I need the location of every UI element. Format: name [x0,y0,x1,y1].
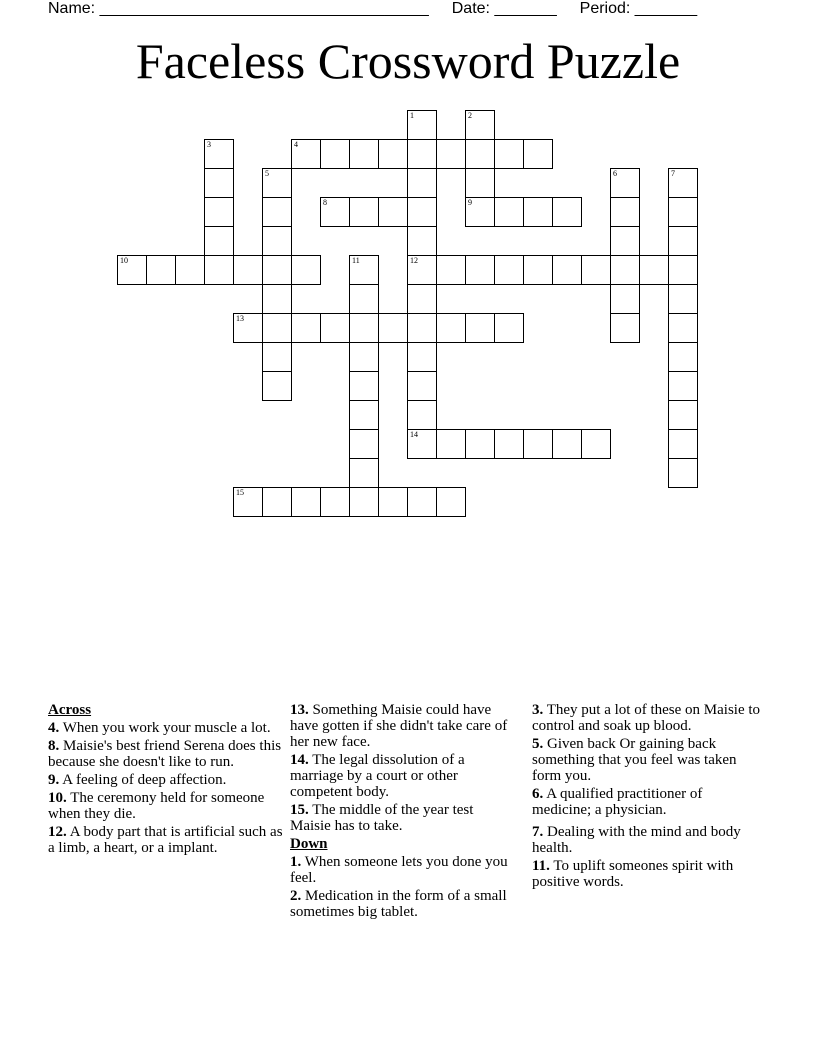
grid-cell[interactable] [668,458,698,488]
grid-cell[interactable] [291,313,321,343]
grid-cell[interactable] [349,342,379,372]
clue-number: 14 [410,430,418,439]
grid-cell[interactable] [465,313,495,343]
grid-cell[interactable] [494,313,524,343]
clue-across-15: 15. The middle of the year test Maisie has to take. [290,802,474,834]
grid-cell[interactable] [204,139,234,169]
name-field[interactable]: _____________________________________ [99,0,429,17]
grid-cell[interactable] [378,313,408,343]
grid-cell[interactable] [668,400,698,430]
grid-cell[interactable] [436,429,466,459]
clues-column-1 [48,702,288,858]
grid-cell[interactable] [262,255,292,285]
grid-cell[interactable] [494,255,524,285]
date-label: Date: [451,0,490,17]
down-heading: Down [290,836,328,852]
clue-across-12: 12. A body part that is artificial such as a limb, a heart, or a implant. [48,824,283,856]
grid-cell[interactable] [639,255,669,285]
grid-cell[interactable] [494,197,524,227]
grid-cell[interactable] [523,139,553,169]
clue-number: 3 [207,140,211,149]
grid-cell[interactable] [349,284,379,314]
clue-number: 6 [613,169,617,178]
grid-cell[interactable] [436,487,466,517]
clue-down-5: 5. Given back Or gaining back something that you feel was taken form you. [532,736,737,784]
page-title: Faceless Crossword Puzzle [135,33,681,89]
grid-cell[interactable] [436,255,466,285]
clue-number: 4 [294,140,298,149]
grid-cell[interactable] [610,255,640,285]
grid-cell[interactable] [465,255,495,285]
grid-cell[interactable] [407,139,437,169]
grid-cell[interactable] [610,197,640,227]
grid-cell[interactable] [668,429,698,459]
grid-cell[interactable] [407,226,437,256]
across-heading: Across [48,702,92,718]
grid-cell[interactable] [407,487,437,517]
grid-cell[interactable] [668,342,698,372]
grid-cell[interactable] [523,197,553,227]
grid-cell[interactable] [668,226,698,256]
grid-cell[interactable] [349,400,379,430]
grid-cell[interactable] [407,342,437,372]
grid-cell[interactable] [349,487,379,517]
clue-down-2: 2. Medication in the form of a small sometimes big tablet. [290,888,507,920]
period-field[interactable]: _______ [634,0,698,17]
grid-cell[interactable] [407,313,437,343]
grid-cell[interactable] [668,197,698,227]
clue-across-13: 13. Something Maisie could have have gotten if she didn't take care of her new face. [290,702,508,750]
grid-cell[interactable] [349,458,379,488]
grid-cell[interactable] [465,429,495,459]
grid-cell[interactable] [320,313,350,343]
grid-cell[interactable] [262,197,292,227]
grid-cell[interactable] [320,139,350,169]
period-label: Period: [579,0,631,17]
grid-cell[interactable] [610,313,640,343]
grid-cell[interactable] [262,226,292,256]
name-label: Name: [48,0,96,17]
grid-cell[interactable] [204,255,234,285]
grid-cell[interactable] [291,139,321,169]
clue-across-9: 9. A feeling of deep affection. [48,772,227,788]
grid-cell[interactable] [204,168,234,198]
grid-cell[interactable] [465,197,495,227]
grid-cell[interactable] [407,400,437,430]
grid-cell[interactable] [262,168,292,198]
grid-cell[interactable] [262,487,292,517]
grid-cell[interactable] [465,110,495,140]
clue-across-14: 14. The legal dissolution of a marriage by a court or other competent body. [290,752,465,800]
grid-cell[interactable] [668,168,698,198]
grid-cell[interactable] [581,429,611,459]
grid-cell[interactable] [204,226,234,256]
clue-number: 7 [671,169,675,178]
grid-cell[interactable] [407,110,437,140]
grid-cell[interactable] [378,139,408,169]
grid-cell[interactable] [349,139,379,169]
grid-cell[interactable] [610,226,640,256]
grid-cell[interactable] [407,168,437,198]
grid-cell[interactable] [349,255,379,285]
grid-cell[interactable] [668,313,698,343]
clue-number: 13 [236,314,244,323]
grid-cell[interactable] [610,284,640,314]
grid-cell[interactable] [436,139,466,169]
clue-down-11: 11. To uplift someones spirit with positive words. [532,858,734,890]
grid-cell[interactable] [552,255,582,285]
grid-cell[interactable] [407,371,437,401]
clues-column-3 [532,702,762,892]
clues-column-2 [290,702,512,922]
date-field[interactable]: _______ [494,0,557,17]
grid-cell[interactable] [407,197,437,227]
grid-cell[interactable] [233,313,263,343]
grid-cell[interactable] [146,255,176,285]
grid-cell[interactable] [465,168,495,198]
grid-cell[interactable] [175,255,205,285]
clue-down-7: 7. Dealing with the mind and body health. [532,824,741,856]
clue-across-4: 4. When you work your muscle a lot. [48,720,271,736]
grid-cell[interactable] [581,255,611,285]
grid-cell[interactable] [262,371,292,401]
grid-cell[interactable] [552,429,582,459]
clue-number: 10 [120,256,128,265]
grid-cell[interactable] [465,139,495,169]
grid-cell[interactable] [291,487,321,517]
grid-cell[interactable] [320,487,350,517]
clue-number: 1 [410,111,414,120]
grid-cell[interactable] [407,429,437,459]
grid-cell[interactable] [117,255,147,285]
grid-cell[interactable] [436,313,466,343]
clue-down-6: 6. A qualified practitioner of medicine; a physician. [532,786,703,818]
grid-cell[interactable] [407,284,437,314]
grid-cell[interactable] [552,197,582,227]
clue-number: 9 [468,198,472,207]
grid-cell[interactable] [233,255,263,285]
clue-down-3: 3. They put a lot of these on Maisie to control and soak up blood. [532,702,761,734]
grid-cell[interactable] [610,168,640,198]
grid-cell[interactable] [291,255,321,285]
grid-cell[interactable] [668,255,698,285]
grid-cell[interactable] [378,487,408,517]
clue-across-10: 10. The ceremony held for someone when they die. [48,790,265,822]
grid-cell[interactable] [494,139,524,169]
grid-cell[interactable] [262,284,292,314]
clue-number: 11 [352,256,360,265]
clue-down-1: 1. When someone lets you done you feel. [290,854,508,886]
grid-cell[interactable] [349,197,379,227]
grid-cell[interactable] [407,255,437,285]
clue-number: 8 [323,198,327,207]
grid-cell[interactable] [349,371,379,401]
grid-cell[interactable] [378,197,408,227]
grid-cell[interactable] [668,371,698,401]
grid-cell[interactable] [668,284,698,314]
grid-cell[interactable] [233,487,263,517]
grid-cell[interactable] [349,429,379,459]
grid-cell[interactable] [262,342,292,372]
clue-number: 12 [410,256,418,265]
grid-cell[interactable] [349,313,379,343]
grid-cell[interactable] [523,255,553,285]
grid-cell[interactable] [494,429,524,459]
clue-number: 2 [468,111,472,120]
clue-number: 5 [265,169,269,178]
grid-cell[interactable] [523,429,553,459]
grid-cell[interactable] [262,313,292,343]
grid-cell[interactable] [204,197,234,227]
grid-cell[interactable] [320,197,350,227]
clue-across-8: 8. Maisie's best friend Serena does this because she doesn't like to run. [48,738,282,770]
clue-number: 15 [236,488,244,497]
